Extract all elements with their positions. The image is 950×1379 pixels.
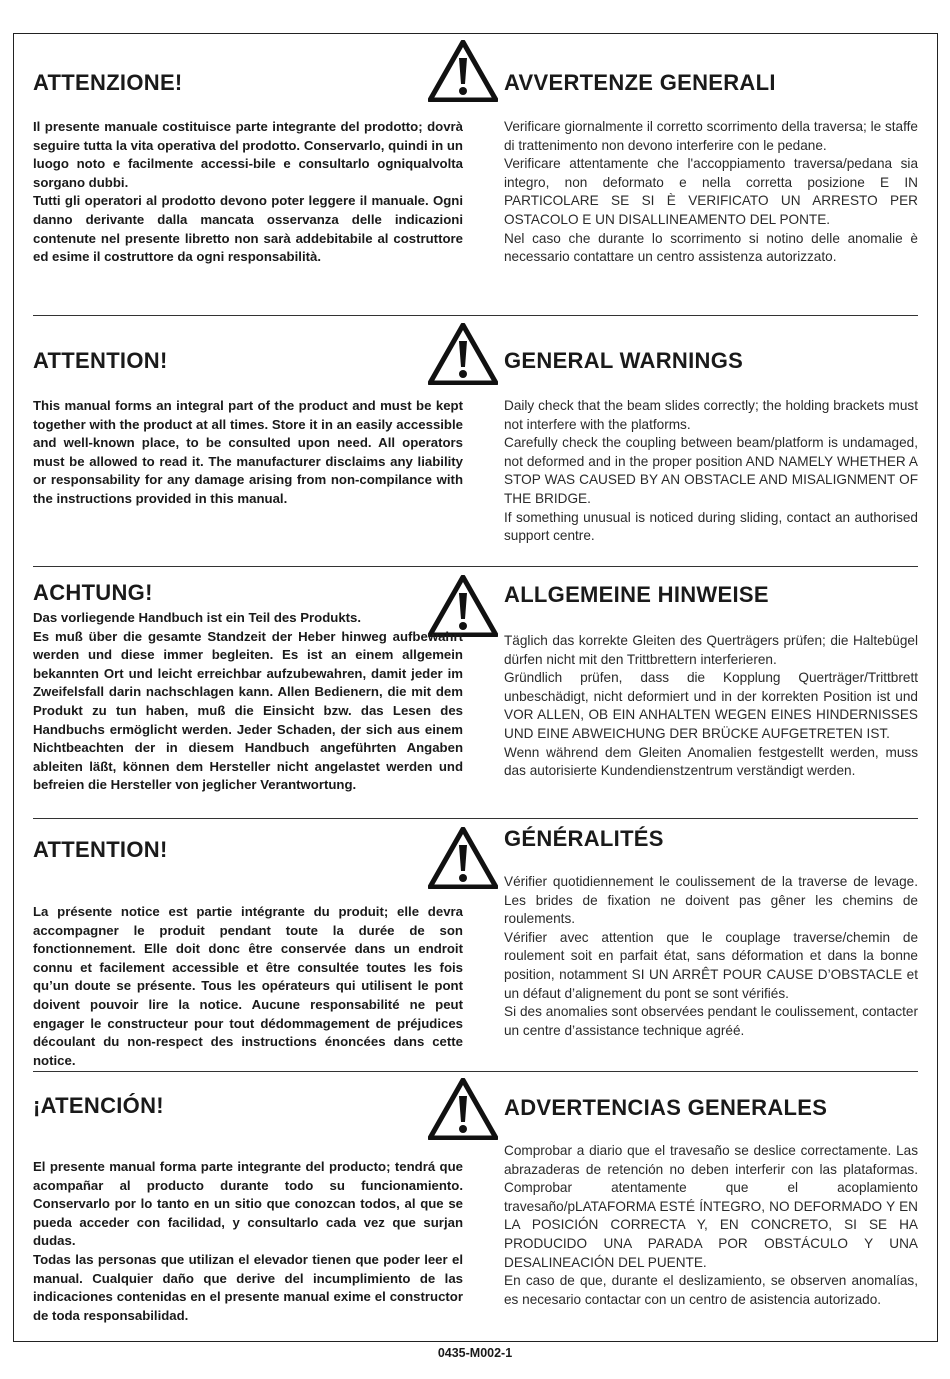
- general-warnings-title-fr: GÉNÉRALITÉS: [504, 826, 664, 851]
- warning-triangle-icon: [428, 1078, 498, 1140]
- general-warnings-text-es: Comprobar a diario que el travesaño se deslice correctamente. Las abrazaderas de retención no deben interferir con las plataformas. Comprobar atentamente que el acoplamiento travesaño/pLATAFORMA ESTÉ ÍNTEGRO, NO DEFORMADO Y EN LA POSICIÓN CORRECTA Y, EN CONCRETO, SI SE HA PRODUCIDO UNA PARADA POR OBSTÁCULO Y UNA DESALINEACIÓN DEL PUENTE. En caso de que, durante el deslizamiento, se observen anomalías, es necesario contactar con un centro de asistencia autorizado.: [504, 1143, 918, 1307]
- attention-text-en: This manual forms an integral part of the product and must be kept together with the product at all times. Store it in an easily accessible and well-known place, to be consulted upon need. All operators must be allowed to read it. The manufacturer disclaims any liability or responsability for any damage arising from non-compilance with the instructions provided in this manual.: [33, 398, 463, 506]
- attention-title-fr: ATTENTION!: [33, 837, 168, 862]
- attention-title-es: ¡ATENCIÓN!: [33, 1093, 164, 1118]
- general-warnings-text-it: Verificare giornalmente il corretto scorrimento della traversa; le staffe di trattenimento non devono interferire con le pedane. Verificare attentamente che l'accoppiamento traversa/pedana sia integro, non deformato e nella corretta posizione E IN PARTICOLARE SE SI È VERIFICATO UN ARRESTO PER OSTACOLO E UN DISALLINEAMENTO DEL PONTE. Nel caso che durante lo scorrimento si notino delle anomalie è necessario contattare un centro assistenza autorizzato.: [504, 119, 918, 265]
- section-divider: [33, 818, 918, 819]
- general-warnings-title-en: GENERAL WARNINGS: [504, 348, 744, 373]
- attention-text-it: Il presente manuale costituisce parte integrante del prodotto; dovrà seguire tutta la vita operativa del prodotto. Conservarlo, quindi in un luogo noto e facilmente accessi-bile e consultarlo ogniqualvolta sorgano dubbi. Tutti gli operatori al prodotto devono poter leggere il manuale. Ogni danno derivante dalla mancata osservanza delle indicazioni contenute nel presente libretto non sarà addebitabile al costruttore ed esime il costruttore da ogni responsabilità.: [33, 119, 463, 265]
- attention-title-it: ATTENZIONE!: [33, 70, 183, 95]
- section-divider: [33, 315, 918, 316]
- section-divider: [33, 1071, 918, 1072]
- warning-triangle-icon: [428, 323, 498, 385]
- attention-text-es: El presente manual forma parte integrante del producto; tendrá que acompañar al producto durante todo su funcionamiento. Conservarlo por lo tanto en un sitio que conozcan todos, al que se pueda acceder con facilidad, y consultarlo cada vez que surjan dudas. Todas las personas que utilizan el elevador tienen que poder leer el manual. Cualquier daño que derive del incumplimiento de las indicaciones contenidas en el presente manual exime el constructor de toda responsabilidad.: [33, 1159, 463, 1323]
- document-code: 0435-M002-1: [437, 1346, 513, 1360]
- attention-text-de: Das vorliegende Handbuch ist ein Teil des Produkts. Es muß über die gesamte Standzeit der Heber hinweg aufbewahrt werden und diese immer begleiten. Es ist an einem allgemein bekannten Ort und leicht erreichbar aufzubewahren, damit jeder im Zweifelsfall darin nachschlagen kann. Allen Bedienern, die mit dem Produkt zu tun haben, muß die Einsicht bzw. das Lesen des Handbuchs ermöglicht werden. Jeder Schaden, der sich aus einem Nichtbeachten der in diesem Handbuch angeführten Angaben ableiten läßt, können dem Hersteller nicht angelastet werden und befreien die Hersteller von jeglicher Verantwortung.: [33, 610, 463, 793]
- attention-title-de: ACHTUNG!: [33, 580, 153, 605]
- general-warnings-text-en: Daily check that the beam slides correctly; the holding brackets must not interfere with the platforms. Carefully check the coupling between beam/platform is undamaged, not deformed and in the proper position AND NAMELY WHETHER A STOP WAS CAUSED BY AN OBSTACLE AND MISALIGNMENT OF THE BRIDGE. If something unusual is noticed during sliding, contact an authorised support centre.: [504, 398, 918, 544]
- attention-title-en: ATTENTION!: [33, 348, 168, 373]
- general-warnings-text-de: Täglich das korrekte Gleiten des Querträgers prüfen; die Haltebügel dürfen nicht mit den Trittbrettern interferieren. Gründlich prüfen, dass die Kopplung Querträger/Trittbrett unbeschädigt, nicht deformiert und in der korrekten Position ist und VOR ALLEN, OB EIN ANHALTEN WEGEN EINES HINDERNISSES UND EINE ABWEICHUNG DER BRÜCKE AUFGETRETEN IST. Wenn während dem Gleiten Anomalien festgestellt werden, muss das autorisierte Kundendienstzentrum verständigt werden.: [504, 633, 918, 779]
- general-warnings-title-es: ADVERTENCIAS GENERALES: [504, 1095, 828, 1120]
- warning-triangle-icon: [428, 827, 498, 889]
- section-divider: [33, 566, 918, 567]
- general-warnings-text-fr: Vérifier quotidiennement le coulissement de la traverse de levage. Les brides de fixation ne doivent pas gêner les chemins de roulements. Vérifier avec attention que le couplage traverse/chemin de roulement soit en parfait état, sans déformation et dans la bonne position, notamment SI UN ARRÊT POUR CAUSE D’OBSTACLE et un défaut d’alignement du pont se sont vérifiés. Si des anomalies sont observées pendant le coulissement, contacter un centre d’assistance technique agréé.: [504, 874, 918, 1038]
- general-warnings-title-it: AVVERTENZE GENERALI: [504, 70, 776, 95]
- general-warnings-title-de: ALLGEMEINE HINWEISE: [504, 582, 769, 607]
- attention-text-fr: La présente notice est partie intégrante du produit; elle devra accompagner le produit pendant toute la durée de son fonctionnement. Elle doit donc être conservée dans un endroit connu et facilement accessible et être consultée toutes les fois qu’un doute se présente. Tous les opérateurs qui utilisent le pont doivent pouvoir lire la notice. Aucune responsabilité ne peut engager le constructeur pour tout dédommagement de préjudices découlant du non-respect des instructions énoncées dans cette notice.: [33, 904, 463, 1068]
- warning-triangle-icon: [428, 40, 498, 102]
